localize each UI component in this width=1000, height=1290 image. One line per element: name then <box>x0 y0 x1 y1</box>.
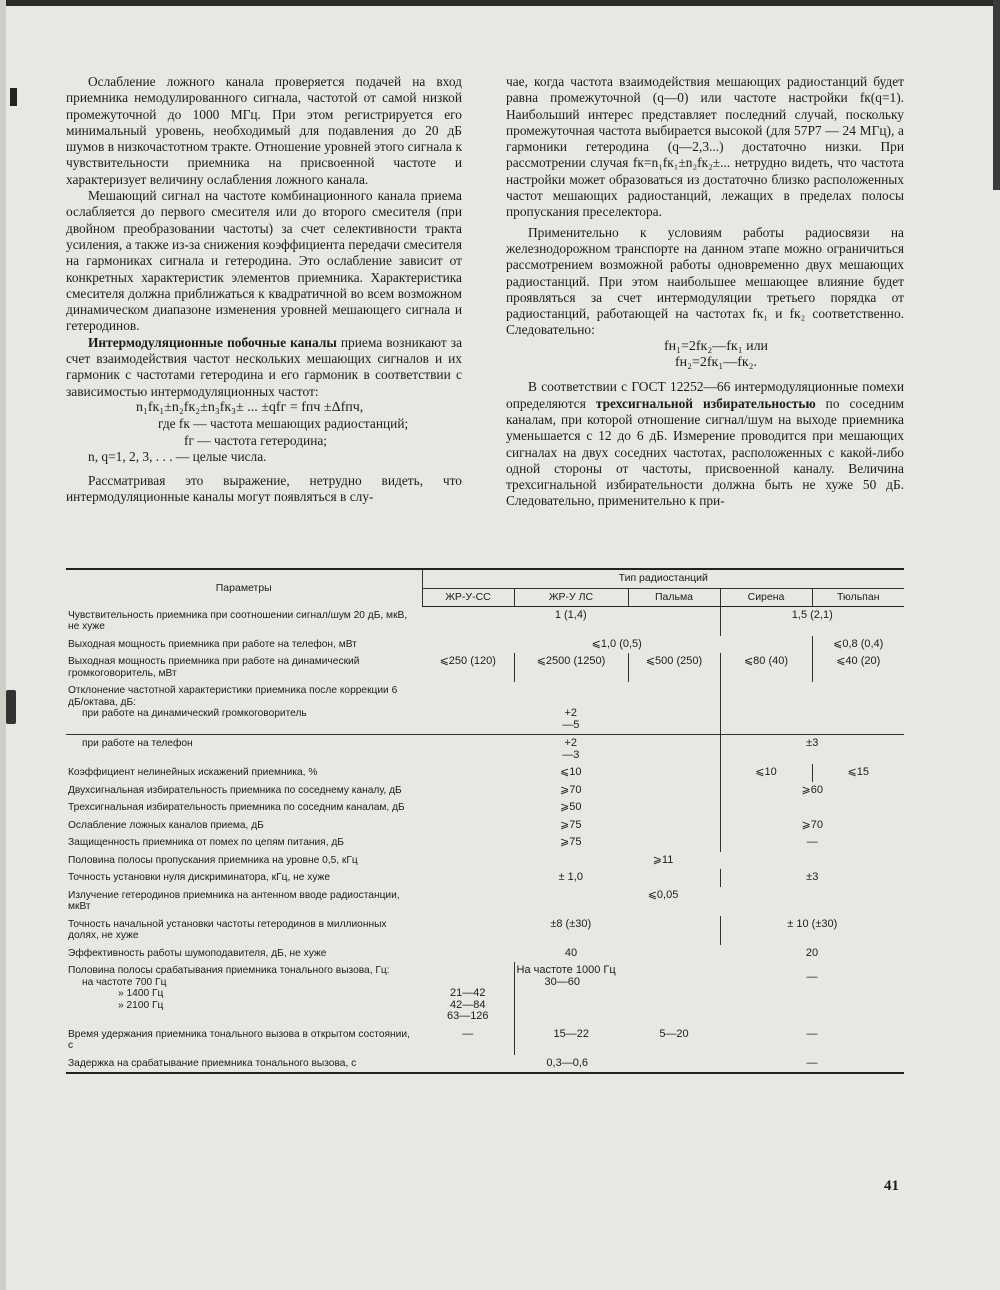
parameter-label: Точность установки нуля дискриминатора, кГц, не хуже <box>68 872 331 883</box>
value-lower: —3 <box>562 748 580 761</box>
cell-value: ⩾75 <box>560 836 582 848</box>
page-number: 41 <box>884 1178 899 1194</box>
column-header: ЖР-У ЛС <box>514 588 628 607</box>
parameter-subitem: при работе на динамический громкоговоритель <box>82 708 307 719</box>
table-row <box>66 653 904 682</box>
cell-value-empty <box>628 1055 720 1074</box>
parameter-title: Половина полосы срабатывания приемника тонального вызова, Гц: <box>68 965 390 976</box>
cell-value: ⩽0,05 <box>647 888 679 901</box>
cell-value-empty <box>720 682 904 735</box>
parameter-title: Отклонение частотной характеристики приемника после коррекции 6 дБ/октава, дБ: <box>68 685 398 708</box>
cell-value <box>422 735 720 765</box>
column-header: Тюльпан <box>812 588 904 607</box>
radio-specs-table <box>66 568 904 1074</box>
value-line: 63—126 <box>446 1010 489 1022</box>
right-text-column <box>506 74 904 510</box>
cell-value: — <box>806 1056 818 1069</box>
parameter-label <box>66 682 422 735</box>
header-params: Параметры <box>215 581 272 594</box>
table-row <box>66 834 904 852</box>
cell-value: ⩽500 (250) <box>628 653 720 682</box>
table-row <box>66 607 904 636</box>
table-row <box>66 1026 904 1055</box>
table-row <box>66 945 904 963</box>
cell-value: ⩾70 <box>720 817 904 835</box>
paragraph-text: В соответствии с ГОСТ 12252—66 интермодуляционные помехи определяются <box>506 379 904 411</box>
parameter-label: Трехсигнальная избирательность приемника по соседним каналам, дБ <box>68 802 405 813</box>
cell-value: ±3 <box>720 869 904 887</box>
cell-value: ⩽250 (120) <box>439 655 496 667</box>
table-row <box>66 782 904 800</box>
parameter-label: Эффективность работы шумоподавителя, дБ, не хуже <box>68 947 327 959</box>
table-row <box>66 887 904 916</box>
formula: fн₁=2fк₂—fк₁ или <box>663 338 769 354</box>
formula: n₁fк₁±n₂fк₂±n₃fк₃± ... ±qfг = fпч ±Δfпч, <box>136 399 364 415</box>
table-row <box>66 799 904 817</box>
parameter-label: Время удержания приемника тонального вызова в открытом состоянии, с <box>68 1028 410 1051</box>
cell-value: 5—20 <box>659 1027 689 1040</box>
cell-value-empty <box>720 799 904 817</box>
cell-value: 1,5 (2,1) <box>720 607 904 636</box>
parameter-label: Чувствительность приемника при соотношении сигнал/шум 20 дБ, мкВ, не хуже <box>68 609 408 632</box>
scan-top-edge <box>0 0 1000 6</box>
value-lower: —5 <box>562 718 580 731</box>
cell-value: ⩽40 (20) <box>812 653 904 682</box>
cell-value: ⩽1,0 (0,5) <box>591 637 642 650</box>
cell-value: — <box>806 971 818 983</box>
parameter-label: Коэффициент нелинейных искажений приемника, % <box>68 767 318 778</box>
parameter-label <box>66 735 422 765</box>
parameter-label <box>66 962 422 1026</box>
cell-value: ⩾70 <box>560 783 582 796</box>
parameter-label: Половина полосы пропускания приемника на уровне 0,5, кГц <box>68 854 358 866</box>
cell-value: ±3 <box>720 735 904 765</box>
table-row <box>66 852 904 870</box>
parameter-label: Выходная мощность приемника при работе на динамический громкоговоритель, мВт <box>68 656 360 679</box>
parameter-subitem: при работе на телефон <box>82 738 193 749</box>
value-line: 42—84 <box>450 998 486 1011</box>
value-upper: +2 <box>564 707 578 719</box>
cell-value: ±8 (±30) <box>550 917 592 930</box>
table-row <box>66 735 904 765</box>
cell-value: ⩽2500 (1250) <box>514 653 628 682</box>
table-row <box>66 817 904 835</box>
column-header: ЖР-У-СС <box>422 588 514 607</box>
cell-value <box>514 962 720 1026</box>
scan-mark <box>993 0 1000 190</box>
paragraph <box>506 379 904 509</box>
parameter-label: Ослабление ложных каналов приема, дБ <box>68 819 264 831</box>
paragraph-text: по соседним каналам, при которой отношение сигнал/шум на выходе приемника уменьшается с 12 до 6 дБ. Измерение проводится при мешающих сигналах на двух соседних частотах, расположенных с какой-либо одной стороны от частоты, присвоенной каналу. Величина трехсигнальной избирательности должна быть не хуже 50 дБ. Следовательно, применительно к при- <box>506 395 904 509</box>
parameter-label: Защищенность приемника от помех по цепям питания, дБ <box>68 837 344 848</box>
cell-value: ⩾60 <box>720 782 904 800</box>
table-row <box>66 916 904 945</box>
cell-value: ⩾75 <box>560 818 582 831</box>
parameter-label: Задержка на срабатывание приемника тонального вызова, с <box>68 1057 357 1069</box>
scan-left-edge <box>0 0 6 1290</box>
scan-mark <box>10 88 17 106</box>
table-row <box>66 764 904 782</box>
paragraph: Рассматривая это выражение, нетрудно видеть, что интермодуляционные каналы могут появляться в слу- <box>66 473 462 505</box>
value-line: 30—60 <box>544 975 580 988</box>
parameter-label: Точность начальной установки частоты гетеродинов в миллионных долях, не хуже <box>68 918 387 941</box>
paragraph <box>66 335 462 400</box>
cell-value: ⩽15 <box>812 764 904 782</box>
value-upper: +2 <box>564 737 578 749</box>
parameter-label: Выходная мощность приемника при работе на телефон, мВт <box>68 638 357 650</box>
cell-value: ± 10 (±30) <box>720 916 904 945</box>
paragraph: Применительно к условиям работы радиосвязи на железнодорожном транспорте на данном этапе можно ограничиться рассмотрением возможной работы одновременно двух мешающих радиостанций. При этом наибольшее мешающее влияние будет проявляться за счет интермодуляции третьего порядка от радиостанций, работающей на частотах fк₁ и fк₂ соответственно. Следовательно: <box>506 224 904 338</box>
scan-mark <box>6 690 16 724</box>
bold-term: трехсигнальной избирательностью <box>595 395 816 411</box>
paragraph-text: приема возникают за счет взаимодействия частот нескольких мешающих сигналов и их гармоник с частотами гетеродина и его гармоник в соответствии с зависимостью интермодуляционных частот: <box>66 334 463 399</box>
cell-value: — <box>720 834 904 852</box>
cell-value: ⩽80 (40) <box>720 653 812 682</box>
cell-value: ⩽0,8 (0,4) <box>812 636 904 654</box>
parameter-subitem: » 2100 Гц <box>118 999 164 1011</box>
cell-value: ⩾50 <box>560 801 582 813</box>
cell-value <box>422 682 720 735</box>
paragraph: чае, когда частота взаимодействия мешающих радиостанций будет равна промежуточной (q—0) или частоте настройки fк(q=1). Наибольший интерес представляет последний случай, поскольку промежуточная частота выбирается высокой (для 57Р7 — 24 МГц), а гармоники гетеродина (q—2,3...) достаточно низки. При рассмотрении случая fк=n₁fк₁±n₂fк₂±... нетрудно видеть, что частота настройки может образоваться из достаточно близко расположенных частот мешающих радиостанций, лежащих в пределах полосы пропускания преселектора. <box>506 74 904 220</box>
parameter-label: Двухсигнальная избирательность приемника по соседнему каналу, дБ <box>68 784 402 796</box>
cell-value: ⩾11 <box>652 853 674 866</box>
table-row <box>66 962 904 1026</box>
column-header: Сирена <box>720 588 812 607</box>
column-header: Пальма <box>628 588 720 607</box>
table-row <box>66 1055 904 1074</box>
paragraph: Мешающий сигнал на частоте комбинационного канала приема ослабляется до первого смесителя или до второго смесителя (при двойном преобразовании частоты) за счет селективности тракта усиления, а также из-за снижения коэффициента передачи смесителя на гармониках сигнала и гетеродина. Это ослабление зависит от конкретных характеристик элементов приемника. Характеристика смесителя должна приближаться к квадратичной во всем возможном динамическом диапазоне изменения уровней мешающего сигнала и гетеродинов. <box>66 188 462 334</box>
cell-value: 15—22 <box>514 1026 628 1055</box>
cell-value: ± 1,0 <box>558 871 583 883</box>
parameter-subitem: на частоте 700 Гц <box>82 976 167 988</box>
formula-legend: n, q=1, 2, 3, . . . — целые числа. <box>88 448 267 464</box>
table-row <box>66 636 904 654</box>
cell-value: 0,3—0,6 <box>546 1056 588 1069</box>
formula-legend: где fк — частота мешающих радиостанций; <box>158 416 409 432</box>
bold-term: Интермодуляционные побочные каналы <box>88 334 337 350</box>
table-row <box>66 682 904 735</box>
table-row <box>66 869 904 887</box>
parameter-label: Излучение гетеродинов приемника на антенном вводе радиостанции, мкВт <box>68 889 400 912</box>
cell-value: — <box>806 1027 818 1040</box>
value-line: 21—42 <box>450 987 486 999</box>
cell-value: ⩽10 <box>560 766 582 778</box>
left-text-column <box>66 74 462 506</box>
cell-value <box>422 962 514 1026</box>
cell-value: 20 <box>805 946 819 959</box>
cell-value: 40 <box>564 946 578 959</box>
value-note: На частоте 1000 Гц <box>516 964 616 976</box>
formula-legend: fг — частота гетеродина; <box>184 432 328 448</box>
header-radio-types: Тип радиостанций <box>422 569 904 588</box>
cell-value: — <box>462 1027 474 1040</box>
cell-value: 1 (1,4) <box>554 609 587 621</box>
paragraph: Ослабление ложного канала проверяется подачей на вход приемника немодулированного сигнала, частотой от самой низкой промежуточной до 1000 МГц. При этом регистрируется его минимальный уровень, необходимый для подавления до 20 дБ шумов в низкочастотном тракте. Отношение уровней этого сигнала к чувствительности приемника на присвоенной частоте и характеризует величину ослабления ложного канала. <box>66 74 462 187</box>
formula: fн₂=2fк₁—fк₂. <box>674 355 758 371</box>
parameter-subitem: » 1400 Гц <box>118 988 164 999</box>
cell-value: ⩽10 <box>720 764 812 782</box>
